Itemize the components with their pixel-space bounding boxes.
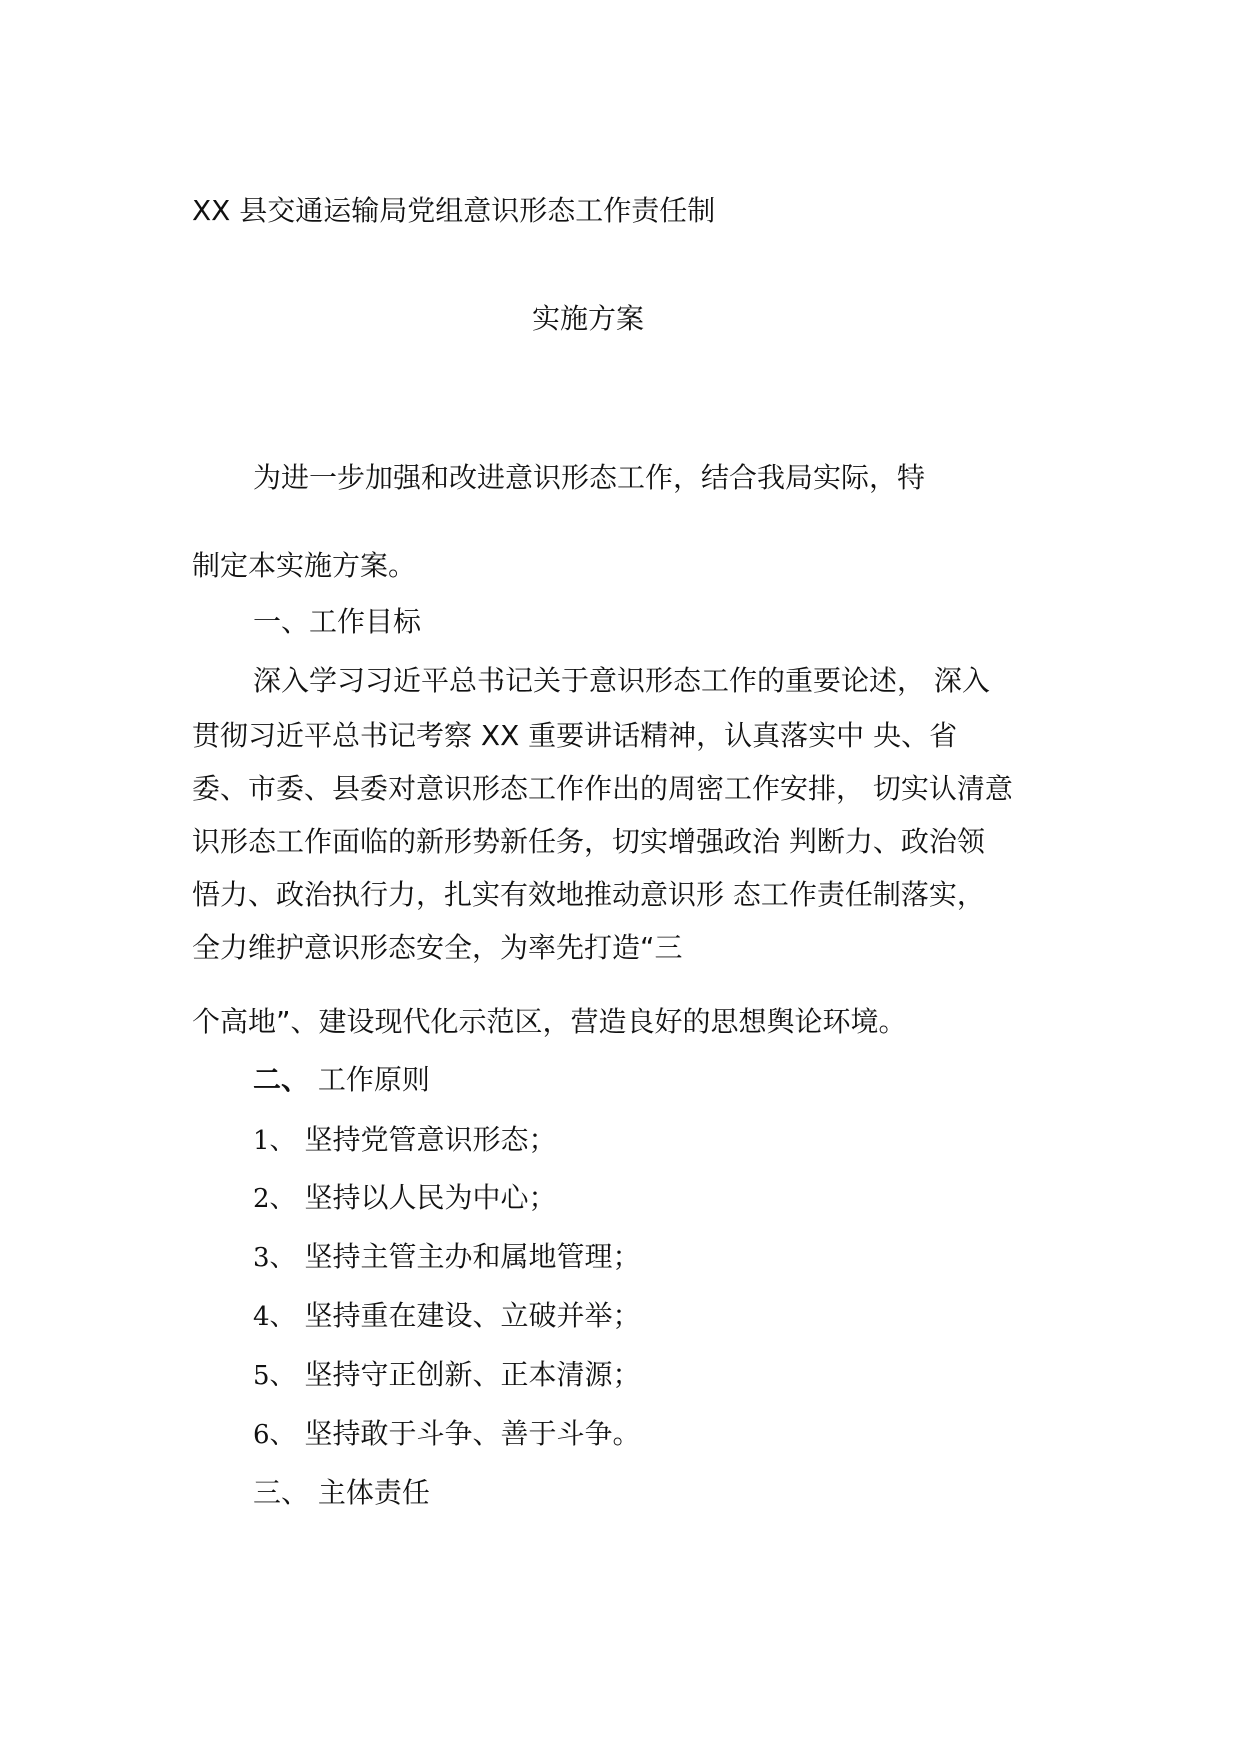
intro-paragraph-line-2: 制定本实施方案。 <box>192 549 417 582</box>
list-item-text: 坚持以人民为中心； <box>295 1181 557 1214</box>
list-item-number: 5、 <box>253 1361 296 1391</box>
list-item-text: 坚持重在建设、立破并举； <box>295 1299 641 1332</box>
section-heading-principles <box>253 1062 430 1098</box>
section-heading-number: 二、 <box>253 1063 310 1096</box>
list-item-text: 坚持敢于斗争、善于斗争。 <box>295 1417 641 1450</box>
list-item-number: 3、 <box>253 1243 296 1273</box>
goals-paragraph-line: 识形态工作面临的新形势新任务，切实增强政治 判断力、政治领 <box>192 825 985 858</box>
list-item <box>253 1239 640 1276</box>
list-item-number: 2、 <box>253 1184 296 1214</box>
list-item <box>253 1122 556 1159</box>
section-heading-goals: 一、工作目标 <box>253 605 422 638</box>
list-item-text: 坚持主管主办和属地管理； <box>295 1240 641 1273</box>
list-item-number: 6、 <box>253 1420 296 1450</box>
goals-paragraph-line: 全力维护意识形态安全，为率先打造“三 <box>192 931 683 964</box>
list-item-text: 坚持守正创新、正本清源； <box>295 1358 641 1391</box>
list-item-number: 4、 <box>253 1302 296 1332</box>
goals-paragraph-line: 个高地”、建设现代化示范区，营造良好的思想舆论环境。 <box>192 1005 907 1038</box>
goals-paragraph-line: 深入学习习近平总书记关于意识形态工作的重要论述， 深入 <box>253 664 990 697</box>
document-title-line-1: XX 县交通运输局党组意识形态工作责任制 <box>192 194 716 227</box>
list-item-number: 1、 <box>253 1126 296 1156</box>
goals-paragraph-line: 委、市委、县委对意识形态工作作出的周密工作安排， 切实认清意 <box>192 772 1013 805</box>
document-title-line-2: 实施方案 <box>532 302 645 335</box>
goals-paragraph-line: 悟力、政治执行力，扎实有效地推动意识形 态工作责任制落实， <box>192 878 985 911</box>
list-item <box>253 1180 556 1217</box>
list-item <box>253 1357 640 1394</box>
section-heading-responsibility: 三、 主体责任 <box>253 1476 430 1509</box>
list-item <box>253 1416 640 1453</box>
section-heading-text: 工作原则 <box>309 1063 430 1096</box>
goals-paragraph-line: 贯彻习近平总书记考察 XX 重要讲话精神，认真落实中 央、省 <box>192 719 958 752</box>
list-item-text: 坚持党管意识形态； <box>295 1123 557 1156</box>
list-item <box>253 1298 640 1335</box>
intro-paragraph-line-1: 为进一步加强和改进意识形态工作，结合我局实际，特 <box>253 461 926 494</box>
